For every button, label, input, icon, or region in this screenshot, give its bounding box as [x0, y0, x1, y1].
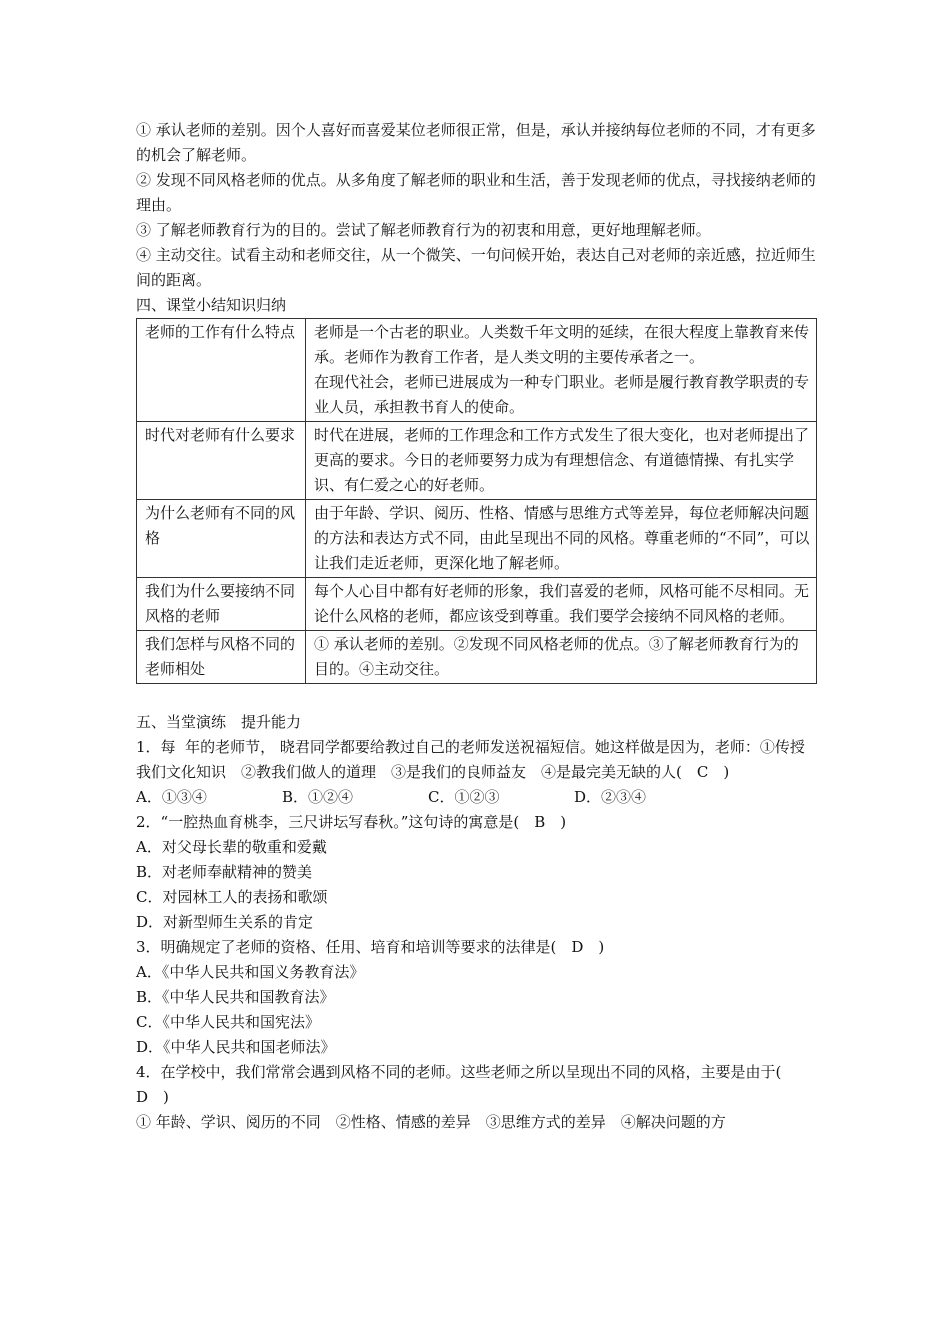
question-2-option-b: B．对老师奉献精神的赞美	[136, 863, 313, 881]
intro-point-1: ① 承认老师的差别。因个人喜好而喜爱某位老师很正常，但是，承认并接纳每位老师的不同，才有更多的机会了解老师。	[136, 121, 816, 164]
question-3-option-a: A．《中华人民共和国义务教育法》	[136, 963, 365, 981]
spacer	[136, 684, 816, 710]
question-4-statements: ① 年龄、学识、阅历的不同 ②性格、情感的差异 ③思维方式的差异 ④解决问题的方	[136, 1113, 726, 1131]
table-row	[137, 319, 817, 422]
choice-c: C．①②③	[428, 788, 500, 806]
question-3-option-c: C．《中华人民共和国宪法》	[136, 1013, 320, 1031]
table-question-cell: 我们怎样与风格不同的老师相处	[137, 631, 306, 684]
choice-b: B．①②④	[282, 788, 354, 806]
choice-d: D．②③④	[574, 788, 647, 806]
choice-a: A．①③④	[136, 788, 207, 806]
table-answer-cell: 由于年龄、学识、阅历、性格、情感与思维方式等差异，每位老师解决问题的方法和表达方式不同，由此呈现出不同的风格。尊重老师的“不同”，可以让我们走近老师，更深化地了解老师。	[306, 500, 817, 578]
table-answer-cell	[306, 319, 817, 422]
practice-section-title: 五、当堂演练 提升能力	[136, 713, 302, 731]
question-2-option-a: A．对父母长辈的敬重和爱戴	[136, 838, 327, 856]
question-1: 1．每 年的老师节， 晓君同学都要给教过自己的老师发送祝福短信。她这样做是因为，老师：①传授我们文化知识 ②教我们做人的道理 ③是我们的良师益友 ④是最完美无缺的人( C )	[136, 738, 805, 781]
summary-section-title: 四、课堂小结知识归纳	[136, 296, 287, 314]
document-page	[136, 118, 816, 1135]
table-answer-cell: 每个人心目中都有好老师的形象，我们喜爱的老师，风格可能不尽相同。无论什么风格的老师，都应该受到尊重。我们要学会接纳不同风格的老师。	[306, 578, 817, 631]
table-row	[137, 500, 817, 578]
question-3-option-b: B．《中华人民共和国教育法》	[136, 988, 335, 1006]
question-3: 3．明确规定了老师的资格、任用、培育和培训等要求的法律是( D )	[136, 938, 605, 956]
table-answer-cell: 时代在进展，老师的工作理念和工作方式发生了很大变化，也对老师提出了更高的要求。今日的老师要努力成为有理想信念、有道德情操、有扎实学识、有仁爱之心的好老师。	[306, 422, 817, 500]
answer-paragraph: 老师是一个古老的职业。人类数千年文明的延续，在很大程度上靠教育来传承。老师作为教育工作者，是人类文明的主要传承者之一。	[314, 323, 810, 366]
question-2: 2．“一腔热血育桃李，三尺讲坛写春秋。”这句诗的寓意是( B )	[136, 813, 567, 831]
table-question-cell: 我们为什么要接纳不同风格的老师	[137, 578, 306, 631]
table-row	[137, 422, 817, 500]
table-answer-cell: ① 承认老师的差别。②发现不同风格老师的优点。③了解老师教育行为的目的。④主动交往。	[306, 631, 817, 684]
table-row	[137, 578, 817, 631]
table-question-cell: 老师的工作有什么特点	[137, 319, 306, 422]
intro-point-4: ④ 主动交往。试看主动和老师交往，从一个微笑、一句问候开始，表达自己对老师的亲近感，拉近师生间的距离。	[136, 246, 816, 289]
question-4: 4．在学校中，我们常常会遇到风格不同的老师。这些老师之所以呈现出不同的风格，主要是由于( D )	[136, 1063, 797, 1106]
answer-paragraph: 在现代社会，老师已进展成为一种专门职业。老师是履行教育教学职责的专业人员，承担教书育人的使命。	[314, 373, 810, 416]
table-question-cell: 为什么老师有不同的风格	[137, 500, 306, 578]
table-question-cell: 时代对老师有什么要求	[137, 422, 306, 500]
question-2-option-d: D．对新型师生关系的肯定	[136, 913, 314, 931]
question-2-option-c: C．对园林工人的表扬和歌颂	[136, 888, 328, 906]
question-1-choices	[136, 785, 816, 810]
intro-point-3: ③ 了解老师教育行为的目的。尝试了解老师教育行为的初衷和用意，更好地理解老师。	[136, 221, 711, 239]
summary-table	[136, 318, 817, 684]
table-row	[137, 631, 817, 684]
intro-point-2: ② 发现不同风格老师的优点。从多角度了解老师的职业和生活，善于发现老师的优点，寻找接纳老师的理由。	[136, 171, 816, 214]
question-3-option-d: D．《中华人民共和国老师法》	[136, 1038, 336, 1056]
